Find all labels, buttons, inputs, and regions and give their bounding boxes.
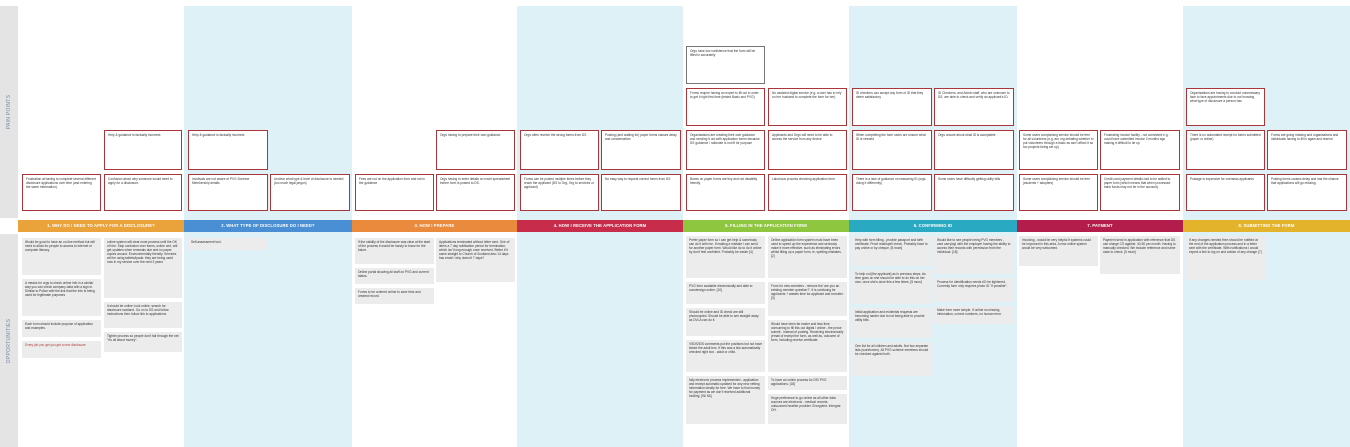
pain-note: Unclear what type & level of disclosure is needed (too much legal jargon) bbox=[270, 174, 350, 211]
opportunity-note: One list for all children and adults. Not two separate lists (workforces). All PVG scheme members should be checked against both. bbox=[852, 342, 932, 376]
opportunity-note: Prefer paper form so I can get help & somebody can do it with me. If making a mistake I can send for another paper form. Would like do to do it online by don't feel confident. Probably be easier [4] bbox=[686, 236, 765, 278]
opportunity-note: Huge preference to go online as all other data sources are electronic - medical records outsourced heather provider. Encrypted. Intergral OH. bbox=[768, 394, 847, 424]
pain-note: Orgs unsure about what ID is acceptable bbox=[934, 130, 1014, 170]
pain-note: Some users complaining service should be free for all volunteers (e.g. are org debating whether to put volunteers through a basic as can't afford it so too projects being set up) bbox=[1019, 130, 1098, 170]
opportunity-note: Invoicing - would be very helpful if systems could be improved in this area. A new online system would be very welcomed. bbox=[1019, 236, 1098, 266]
pain-note: Orgs have low confidence that the form will be filled in accurately bbox=[686, 46, 765, 84]
opportunity-note: To help out [the applicant] as in previous steps. As time goes on she should be able to do this on her own, once she's done this a few times. [5 mum] bbox=[852, 270, 932, 304]
opportunities-row-label bbox=[0, 234, 18, 447]
opportunity-note: VSDS/IDS comments put the positions but not have ticked the adult box. If this was a tick automatically checked right box - adult or child. bbox=[686, 340, 765, 372]
opportunity-note: Process for identification needs rID be tightened. Currently form only requires photo ID "if possible". bbox=[934, 278, 1014, 302]
opportunity-note: If the validity of the disclosure was clear at the start of the process it would be handy to know for the future. bbox=[355, 238, 434, 264]
pain-note: Frustrating invoice facility - not consistent e.g. could have submitted invoice 2 months ago making it difficult to tie up bbox=[1100, 130, 1180, 170]
pain-note: Postage is expensive for overseas applicants bbox=[1186, 174, 1265, 211]
pain-note: Forms require having an expert to fill out in order to get it right first time (tested Basic and PVG) bbox=[686, 88, 765, 126]
opportunities-label: OPPORTUNITIES bbox=[6, 318, 12, 363]
pain-note: No easy way to request correct forms from DS bbox=[601, 174, 681, 211]
opportunity-note: Payment send in application with reference that DS can charge CS against. 40-50 per month. Having to manually checked. We include reference and name case to check. [5 mum] bbox=[1100, 236, 1180, 274]
pain-points-row-label bbox=[0, 6, 18, 218]
opportunity-note: If any changes needed then should be notified at the end of the application process and in a letter sent with the certificate. With notifications I would expect a link to log on and advise of any change [7] bbox=[1186, 236, 1265, 280]
stage-8-header: 8. SUBMITTING THE FORM bbox=[1183, 220, 1350, 232]
opportunity-note: Would be good to have an on-line method but will need to allow for people to access to internet or computer literacy. bbox=[22, 238, 101, 275]
opportunity-note: it should be online: look online, search for disclosure scotland. Go on to DS and follow instructions then follow link to applications bbox=[104, 302, 182, 328]
opportunity-note: PVG form available electronically and able to countersign online. [10] bbox=[686, 282, 765, 304]
opportunity-note: Would like to see people being PVG members - card carrying! with the employer having the ability to access their records with permission from the individual. [18] bbox=[934, 236, 1014, 274]
opportunity-note: Should be online and ID check are still photocopied. Should be able to see straight away as DVLA can do it. bbox=[686, 308, 765, 336]
opportunity-note: Make form more simple. If online no missing information, correct numbers, no human error bbox=[934, 306, 1014, 324]
opportunity-note: A means for orgs to check online info in a similar way you can check company data with a sign in. Similar to Police with the tick that the info is being used for legitimate purposes bbox=[22, 279, 101, 316]
pain-note: Help & guidance is factually incorrect. bbox=[104, 130, 182, 170]
opportunity-note: Forms to be ordered online to save time and created record. bbox=[355, 288, 434, 304]
pain-note: Help & guidance is factually incorrect. bbox=[188, 130, 268, 170]
pain-note: Organisations are creating their own guidance and sending it out with application forms because DS guidance / rationale is not fit for purpose bbox=[686, 130, 765, 170]
pain-note: Some users have difficulty getting utility bills bbox=[934, 174, 1014, 211]
pain-note: Organisations are having to conduct unnecessary face to face appointments due to not knowing what type of disclosure a person has bbox=[1186, 88, 1265, 126]
opportunity-note: To have an online process for DS/ PVG applications. [18] bbox=[768, 376, 847, 390]
opportunity-note: Would have been far easier and less time consuming to fill this out digital / online - the prose submit - instead of posting. Receiving electronically (email of receipt the form, as well as, outcome of form, including receive certificate. bbox=[768, 320, 847, 372]
pain-note: When completing the form users are unsure what ID is needed bbox=[852, 130, 932, 170]
opportunity-note: Help with form filling - provide passport and birth certificate. Proof read/spell check. Probably have to pay online or by cheque. [5 mum] bbox=[852, 236, 932, 266]
pain-note: Forms can be posted multiple times before they reach the applicant (DS to Org, Org to services or applicant) bbox=[520, 174, 599, 211]
stage-7-header: 7. PAYMENT bbox=[1017, 220, 1183, 232]
pain-note: No assisted digital service (e.g. a user has to rely on her husband to complete the form for her) bbox=[768, 88, 847, 126]
stage-1-header: 1. WHY DO I NEED TO APPLY FOR A DISCLOSURE? bbox=[18, 220, 184, 232]
pain-note: Applicants and Orgs will need to be able to access the service from any device bbox=[768, 130, 847, 170]
opportunity-note: Initial application and evidential requests are becoming harder due to not being able to provide utility bills. bbox=[852, 308, 932, 338]
stage-4-header: 4. HOW I RECEIVE THE APPLICATION FORM bbox=[517, 220, 683, 232]
opportunity-note: Tighter process so people don't fall through the net "it's all about money". bbox=[104, 332, 182, 352]
opportunity-note: Self-assessment tool. bbox=[188, 238, 268, 250]
pain-note: Orgs often receive the wrong forms from DS bbox=[520, 130, 599, 170]
stage-3-header: 3. HOW I PREPARE bbox=[352, 220, 517, 232]
pain-note: Posting (and waiting for) paper forms causes delay and consternation. bbox=[601, 130, 681, 170]
pain-note: Fees are not on the application form and not in the guidance bbox=[355, 174, 434, 211]
pain-note: Posting forms causes delay and has the chance that applications will go missing. bbox=[1267, 174, 1347, 211]
pain-points-label: PAIN POINTS bbox=[6, 94, 12, 130]
opportunity-note: Each form should include purpose of application and examples. bbox=[22, 320, 101, 337]
stage-2-header: 2. WHAT TYPE OF DISCLOSURE DO I NEED? bbox=[184, 220, 352, 232]
opportunity-note: Online portal showing all staff on PVG and current status. bbox=[355, 268, 434, 284]
stage-6-header: 6. CONFIRMING ID bbox=[849, 220, 1017, 232]
pain-note: There is a lack of guidance on reasoning ID (orgs doing it differently) bbox=[852, 174, 932, 211]
pain-note: Boxes on paper forms are tiny and not disability friendly bbox=[686, 174, 765, 211]
pain-note: Frustration at having to complete several different disclosure applications over time (and entering the same information). bbox=[22, 174, 101, 211]
pain-note: Confusion about why someone would need to apply for a disclosure. bbox=[104, 174, 182, 211]
pain-note: ID Checkers, and Admin staff, who are unknown to DS, are able to check and verify an applicant's ID. bbox=[934, 88, 1014, 126]
pain-note: There is no automated receipt for forms submitted (paper or online) bbox=[1186, 130, 1265, 170]
opportunity-note: Online application form system must have been used to speed up the experience and seriously make it more effective, such as eliminating errors whilst filling up a paper form, ie, spelling mistakes. [2] bbox=[768, 236, 847, 278]
pain-note: Forms are going missing and organisations and individuals having to fill in again and resend bbox=[1267, 130, 1347, 170]
pain-note: Credit card payment details had to be added to paper form (which means that when processed bank funds may not be in the account). bbox=[1100, 174, 1180, 211]
pain-note: Invidivals are not aware of PVG Scheme Membership details bbox=[188, 174, 268, 211]
pain-note: ID checkers can accept any form of ID that they deem satisfactory bbox=[852, 88, 932, 126]
opportunity-note: online system will clear most process until the OK of hire. Stop confusion over forms, online cert, will get updates when renewals due and no paper copies around. Environmentally friendly. Services will be using tablets/ipads: they are being used now in my service over the next 3 years bbox=[104, 238, 182, 298]
pain-note: Some users complaining service should be free (students + adopters) bbox=[1019, 174, 1098, 211]
stage-5-header: 5. FILLING IN THE APPLICATION FORM bbox=[683, 220, 849, 232]
pain-note: Orgs having to prepare their own guidance. bbox=[436, 130, 515, 170]
opportunity-note: Applications terminated without letter sent. One of items a 7 day notification period for termination, which isn't long enough once received. Better if it came straight to Church of Scotland also 14 days has email / why doesn't 7 days? bbox=[436, 238, 515, 282]
pain-note: Orgs having to enter details on excel spreadsheet before form is posted to DS. bbox=[436, 174, 515, 211]
pain-note: Laborious process checking application form bbox=[768, 174, 847, 211]
opportunity-note: Every job you get you get a new disclosure bbox=[22, 341, 101, 358]
opportunity-note: Form for new members - remove the 'are you an existing member question?'. It is confusing for applicants + wastes time for applicant and recruiter. [3] bbox=[768, 282, 847, 316]
opportunity-note: fully electronic process implemented - application and receipt automatic updated for any new vetting information ideally for free. We have to find money for payment as we don't received additional funding. [9& 9A] bbox=[686, 376, 765, 424]
